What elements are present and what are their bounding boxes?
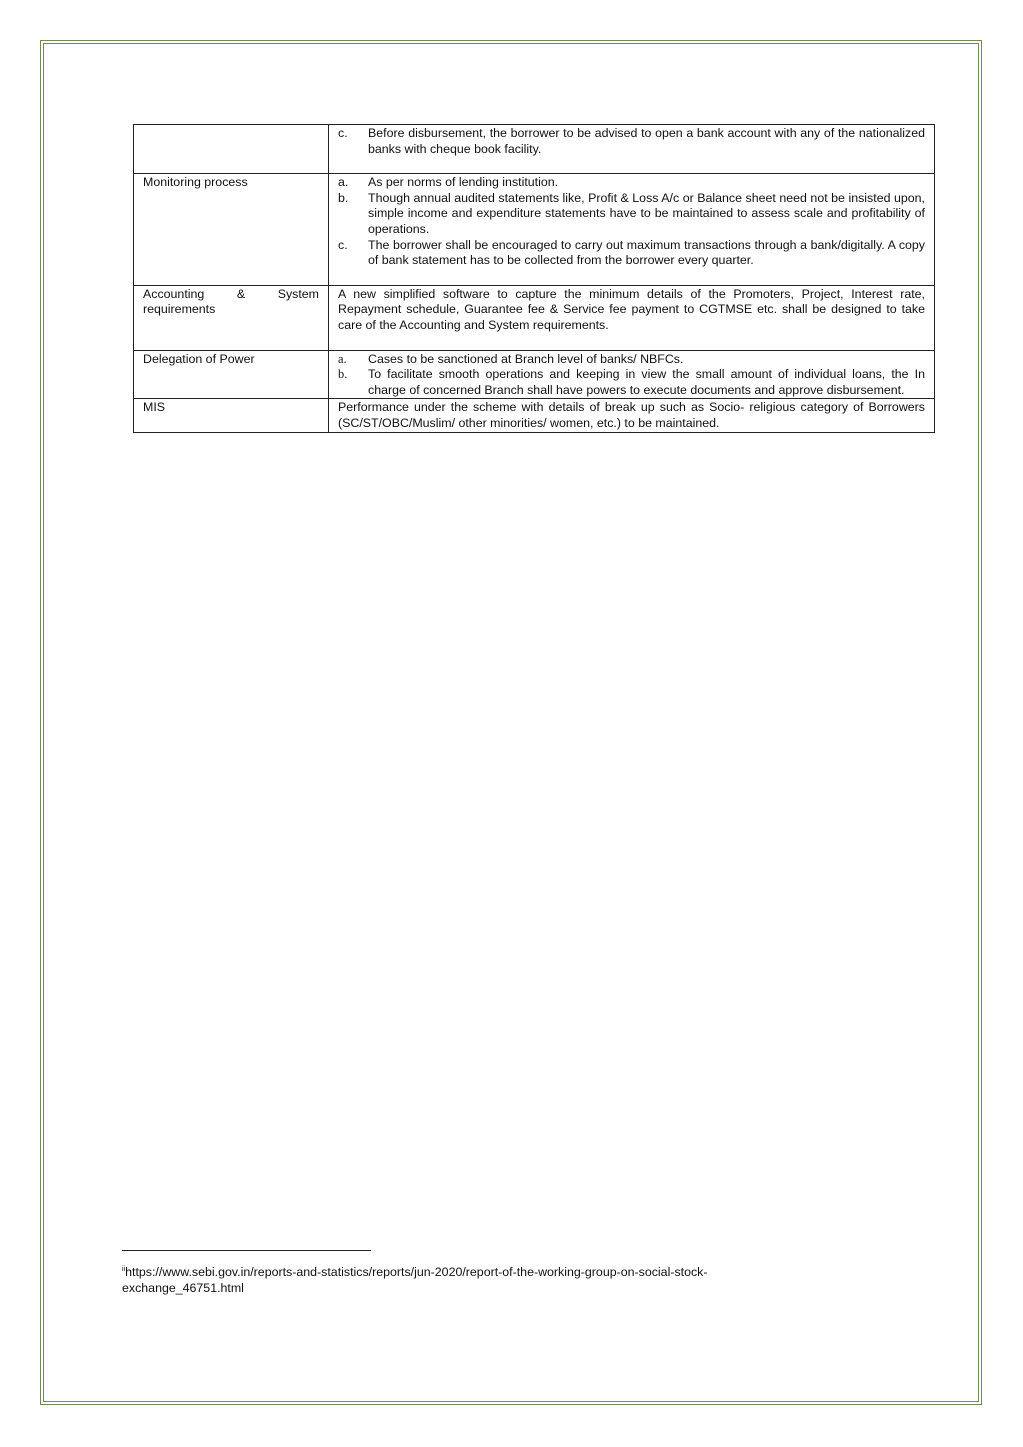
row-content [329,125,935,174]
list-item [338,352,925,368]
list-item [338,238,925,269]
item-list [338,126,925,157]
list-item-text: Before disbursement, the borrower to be advised to open a bank account with any of the nationalized banks with cheque book facility. [368,126,925,156]
footnote [122,1262,822,1296]
list-item-text: Though annual audited statements like, Profit & Loss A/c or Balance sheet need not be insisted upon, simple income and expenditure statements have to be maintained to assess scale and profitability of operations. [368,190,925,236]
footnote-marker: ii [122,1266,126,1273]
table-row [134,350,935,399]
table-row [134,174,935,286]
list-marker: b. [338,190,349,205]
list-marker: a. [338,351,347,366]
footnote-url[interactable]: https://www.sebi.gov.in/reports-and-statistics/reports/jun-2020/report-of-the-working-group-on-social-stock-exchange_46751.html [122,1265,708,1295]
list-item [338,126,925,157]
list-item-text: The borrower shall be encouraged to carry out maximum transactions through a bank/digitally. A copy of bank statement has to be collected from the borrower every quarter. [368,237,925,268]
list-marker: c. [338,126,348,140]
footnote-separator [122,1250,371,1251]
row-label: Delegation of Power [134,350,329,399]
row-label [134,285,329,350]
row-content: Performance under the scheme with details of break up such as Socio- religious category of Borrowers (SC/ST/OBC/Muslim/ other minorities/ women, etc.) to be maintained. [329,399,935,432]
row-label-text: Accounting & System requirements [143,286,319,317]
list-marker: c. [338,237,348,252]
list-item [338,367,925,398]
row-label: MIS [134,399,329,432]
list-marker: a. [338,175,349,190]
list-item-text: To facilitate smooth operations and keeping in view the small amount of individual loans, the In charge of concerned Branch shall have powers to execute documents and approve disbursement. [368,367,925,397]
list-item-text: As per norms of lending institution. [368,175,559,190]
list-item-text: Cases to be sanctioned at Branch level of banks/ NBFCs. [368,351,684,366]
row-content [329,350,935,399]
item-list [338,352,925,399]
table-row [134,125,935,174]
row-content [329,174,935,286]
scheme-details-table [133,124,935,433]
list-item [338,175,925,191]
row-content: A new simplified software to capture the minimum details of the Promoters, Project, Interest rate, Repayment schedule, Guarantee fee & Service fee payment to CGTMSE etc. shall be designed to take care of the Accounting and System requirements. [329,285,935,350]
item-list [338,175,925,269]
table-row [134,285,935,350]
row-label: Monitoring process [134,174,329,286]
table-row [134,399,935,432]
row-label [134,125,329,174]
list-marker: b. [338,367,348,382]
list-item [338,191,925,238]
